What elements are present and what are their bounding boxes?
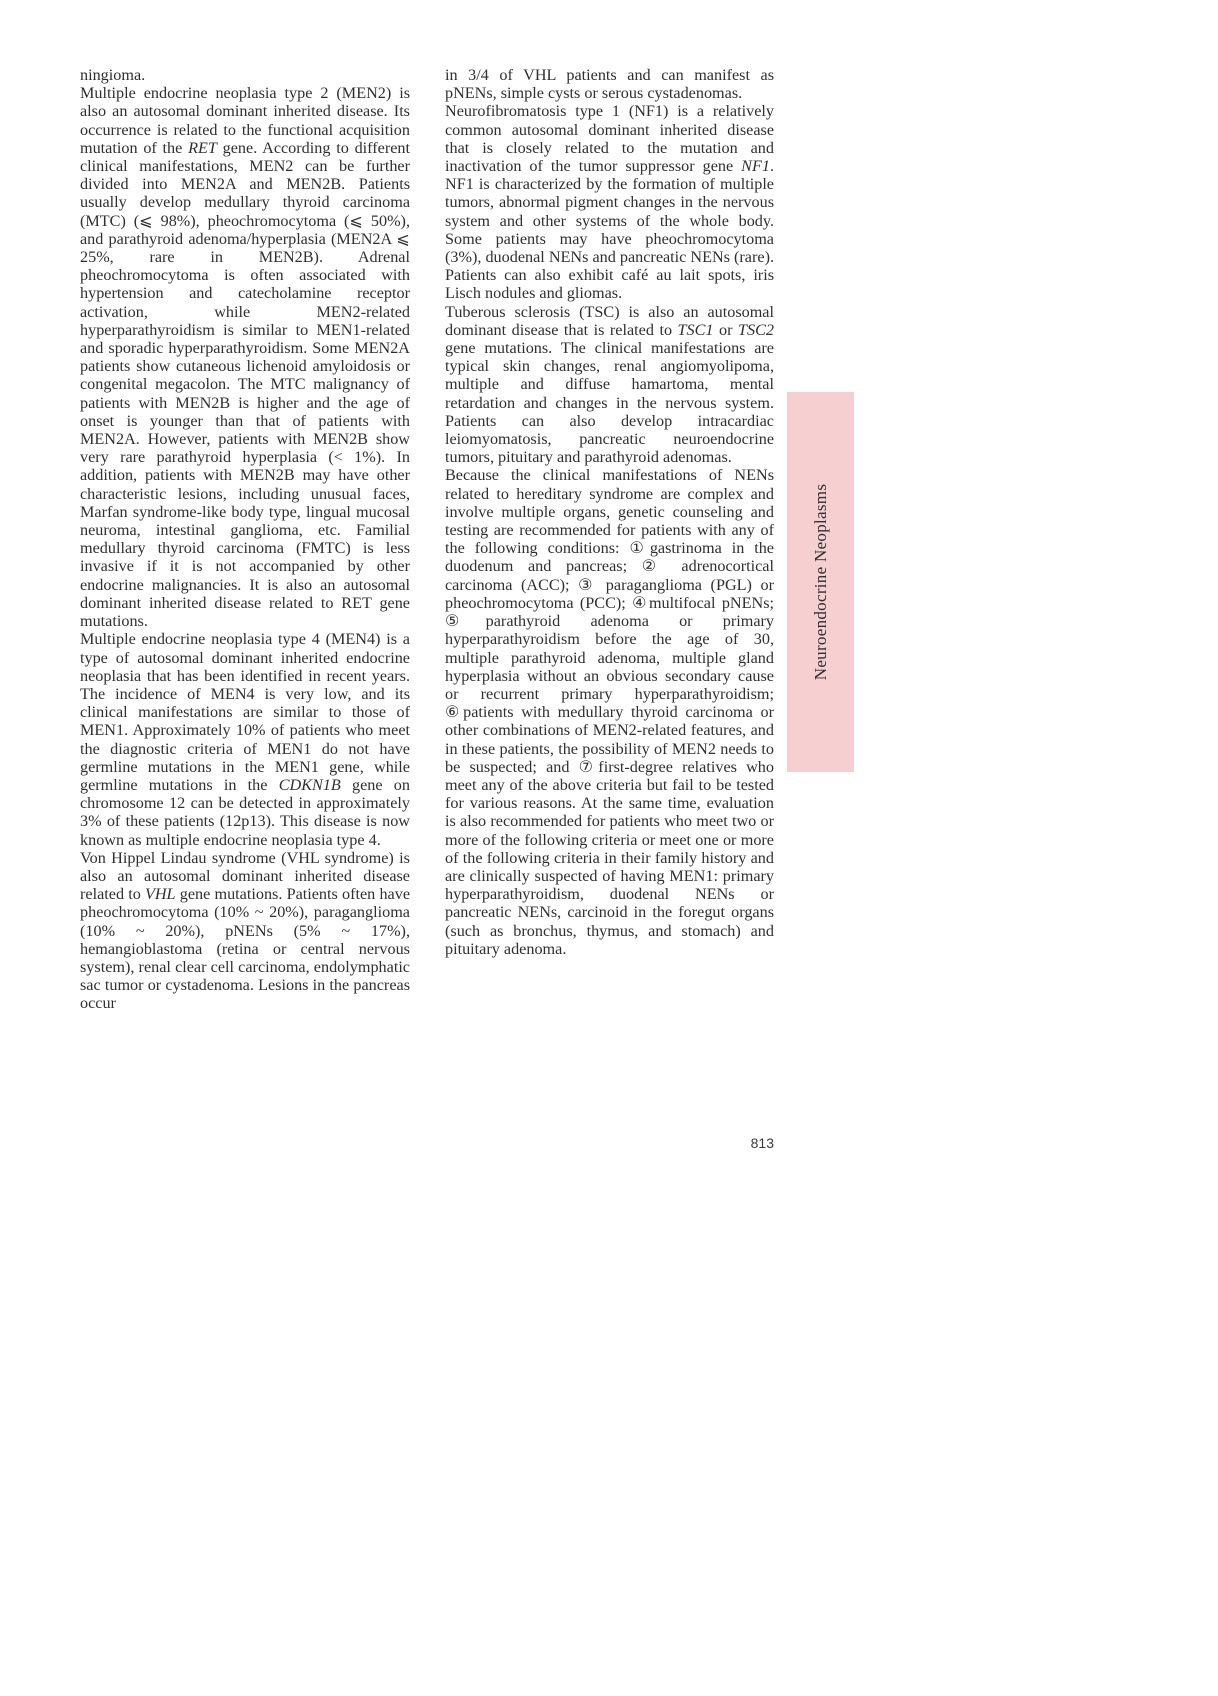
paragraph-vhl: Von Hippel Lindau syndrome (VHL syndrome) is also an autosomal dominant inherited disease related to VHL gene mutations. Patients often have pheochromocytoma (10% ~ 20%), paraganglioma (10% ~ 20%), pNENs (5% ~ 17%), hemangioblastoma (retina or central nervous system), renal clear cell carcinoma, endolymphatic sac tumor or cystadenoma. Lesions in the pancreas occur [80,848,410,1013]
page-number: 813 [750,1135,774,1151]
gene-name: NF1 [741,157,770,176]
paragraph-tsc: Tuberous sclerosis (TSC) is also an autosomal dominant disease that is related to TSC1 or TSC2 gene mutations. The clinical manifestations are typical skin changes, renal angiomyolipoma, multiple and diffuse hamartoma, mental retardation and changes in the nervous system. Patients can also develop intracardiac leiomyomatosis, pancreatic neuroendocrine tumors, pituitary and parathyroid adenomas. [445,302,774,467]
paragraph-vhl-continuation: in 3/4 of VHL patients and can manifest as pNENs, simple cysts or serous cystadenomas. [445,66,774,103]
paragraph-genetic-counseling: Because the clinical manifestations of NENs related to hereditary syndrome are complex and involve multiple organs, genetic counseling and testing are recommended for patients with any of the following conditions: ①gastrinoma in the duodenum and pancreas; ② adrenocortical carcinoma (ACC); ③ paraganglioma (PGL) or pheochromocytoma (PCC); ④multifocal pNENs; ⑤parathyroid adenoma or primary hyperparathyroidism before the age of 30, multiple parathyroid adenoma, multiple gland hyperplasia without an obvious secondary cause or recurrent primary hyperparathyroidism; ⑥patients with medullary thyroid carcinoma or other combinations of MEN2-related features, and in these patients, the possibility of MEN2 needs to be suspected; and ⑦first-degree relatives who meet any of the above criteria but fail to be tested for various reasons. At the same time, evaluation is also recommended for patients who meet two or more of the following criteria or meet one or more of the following criteria in their family history and are clinically suspected of having MEN1: primary hyperparathyroidism, duodenal NENs or pancreatic NENs, carcinoid in the foregut organs (such as bronchus, thymus, and stomach) and pituitary adenoma. [445,466,774,958]
chapter-tab-label: Neuroendocrine Neoplasms [810,483,830,681]
chapter-side-tab [787,392,854,772]
paragraph-men2: Multiple endocrine neoplasia type 2 (MEN2) is also an autosomal dominant inherited disease. Its occurrence is related to the functional acquisition mutation of the RET gene. According to different clinical manifestations, MEN2 can be further divided into MEN2A and MEN2B. Patients usually develop medullary thyroid carcinoma (MTC) (⩽ 98%), pheochromocytoma (⩽ 50%), and parathyroid adenoma/hyperplasia (MEN2A ⩽ 25%, rare in MEN2B). Adrenal pheochromocytoma is often associated with hypertension and catecholamine receptor activation, while MEN2-related hyperparathyroidism is similar to MEN1-related and sporadic hyperparathyroidism. Some MEN2A patients show cutaneous lichenoid amyloidosis or congenital megacolon. The MTC malignancy of patients with MEN2B is higher and the age of onset is younger than that of patients with MEN2A. However, patients with MEN2B show very rare parathyroid hyperplasia (< 1%). In addition, patients with MEN2B may have other characteristic lesions, including unusual faces, Marfan syndrome-like body type, lingual mucosal neuroma, intestinal ganglioma, etc. Familial medullary thyroid carcinoma (FMTC) is less invasive if it is not accompanied by other endocrine malignancies. It is also an autosomal dominant inherited disease related to RET gene mutations. [80,84,410,631]
paragraph-men4: Multiple endocrine neoplasia type 4 (MEN4) is a type of autosomal dominant inherited endocrine neoplasia that has been identified in recent years. The incidence of MEN4 is very low, and its clinical manifestations are similar to those of MEN1. Approximately 10% of patients who meet the diagnostic criteria of MEN1 do not have germline mutations in the MEN1 gene, while germline mutations in the CDKN1B gene on chromosome 12 can be detected in approximately 3% of these patients (12p13). This disease is now known as multiple endocrine neoplasia type 4. [80,630,410,849]
gene-name: TSC2 [738,320,774,339]
gene-name: RET [188,138,217,157]
gene-name: VHL [144,885,176,904]
left-text-column [80,66,410,1013]
paragraph-nf1: Neurofibromatosis type 1 (NF1) is a relatively common autosomal dominant inherited disease that is closely related to the mutation and inactivation of the tumor suppressor gene NF1. NF1 is characterized by the formation of multiple tumors, abnormal pigment changes in the nervous system and other systems of the whole body. Some patients may have pheochromocytoma (3%), duodenal NENs and pancreatic NENs (rare). Patients can also exhibit café au lait spots, iris Lisch nodules and gliomas. [445,102,775,303]
gene-name: TSC1 [677,320,714,339]
paragraph-continuation: ningioma. [80,66,146,84]
right-text-column [445,66,774,958]
gene-name: CDKN1B [278,775,341,794]
